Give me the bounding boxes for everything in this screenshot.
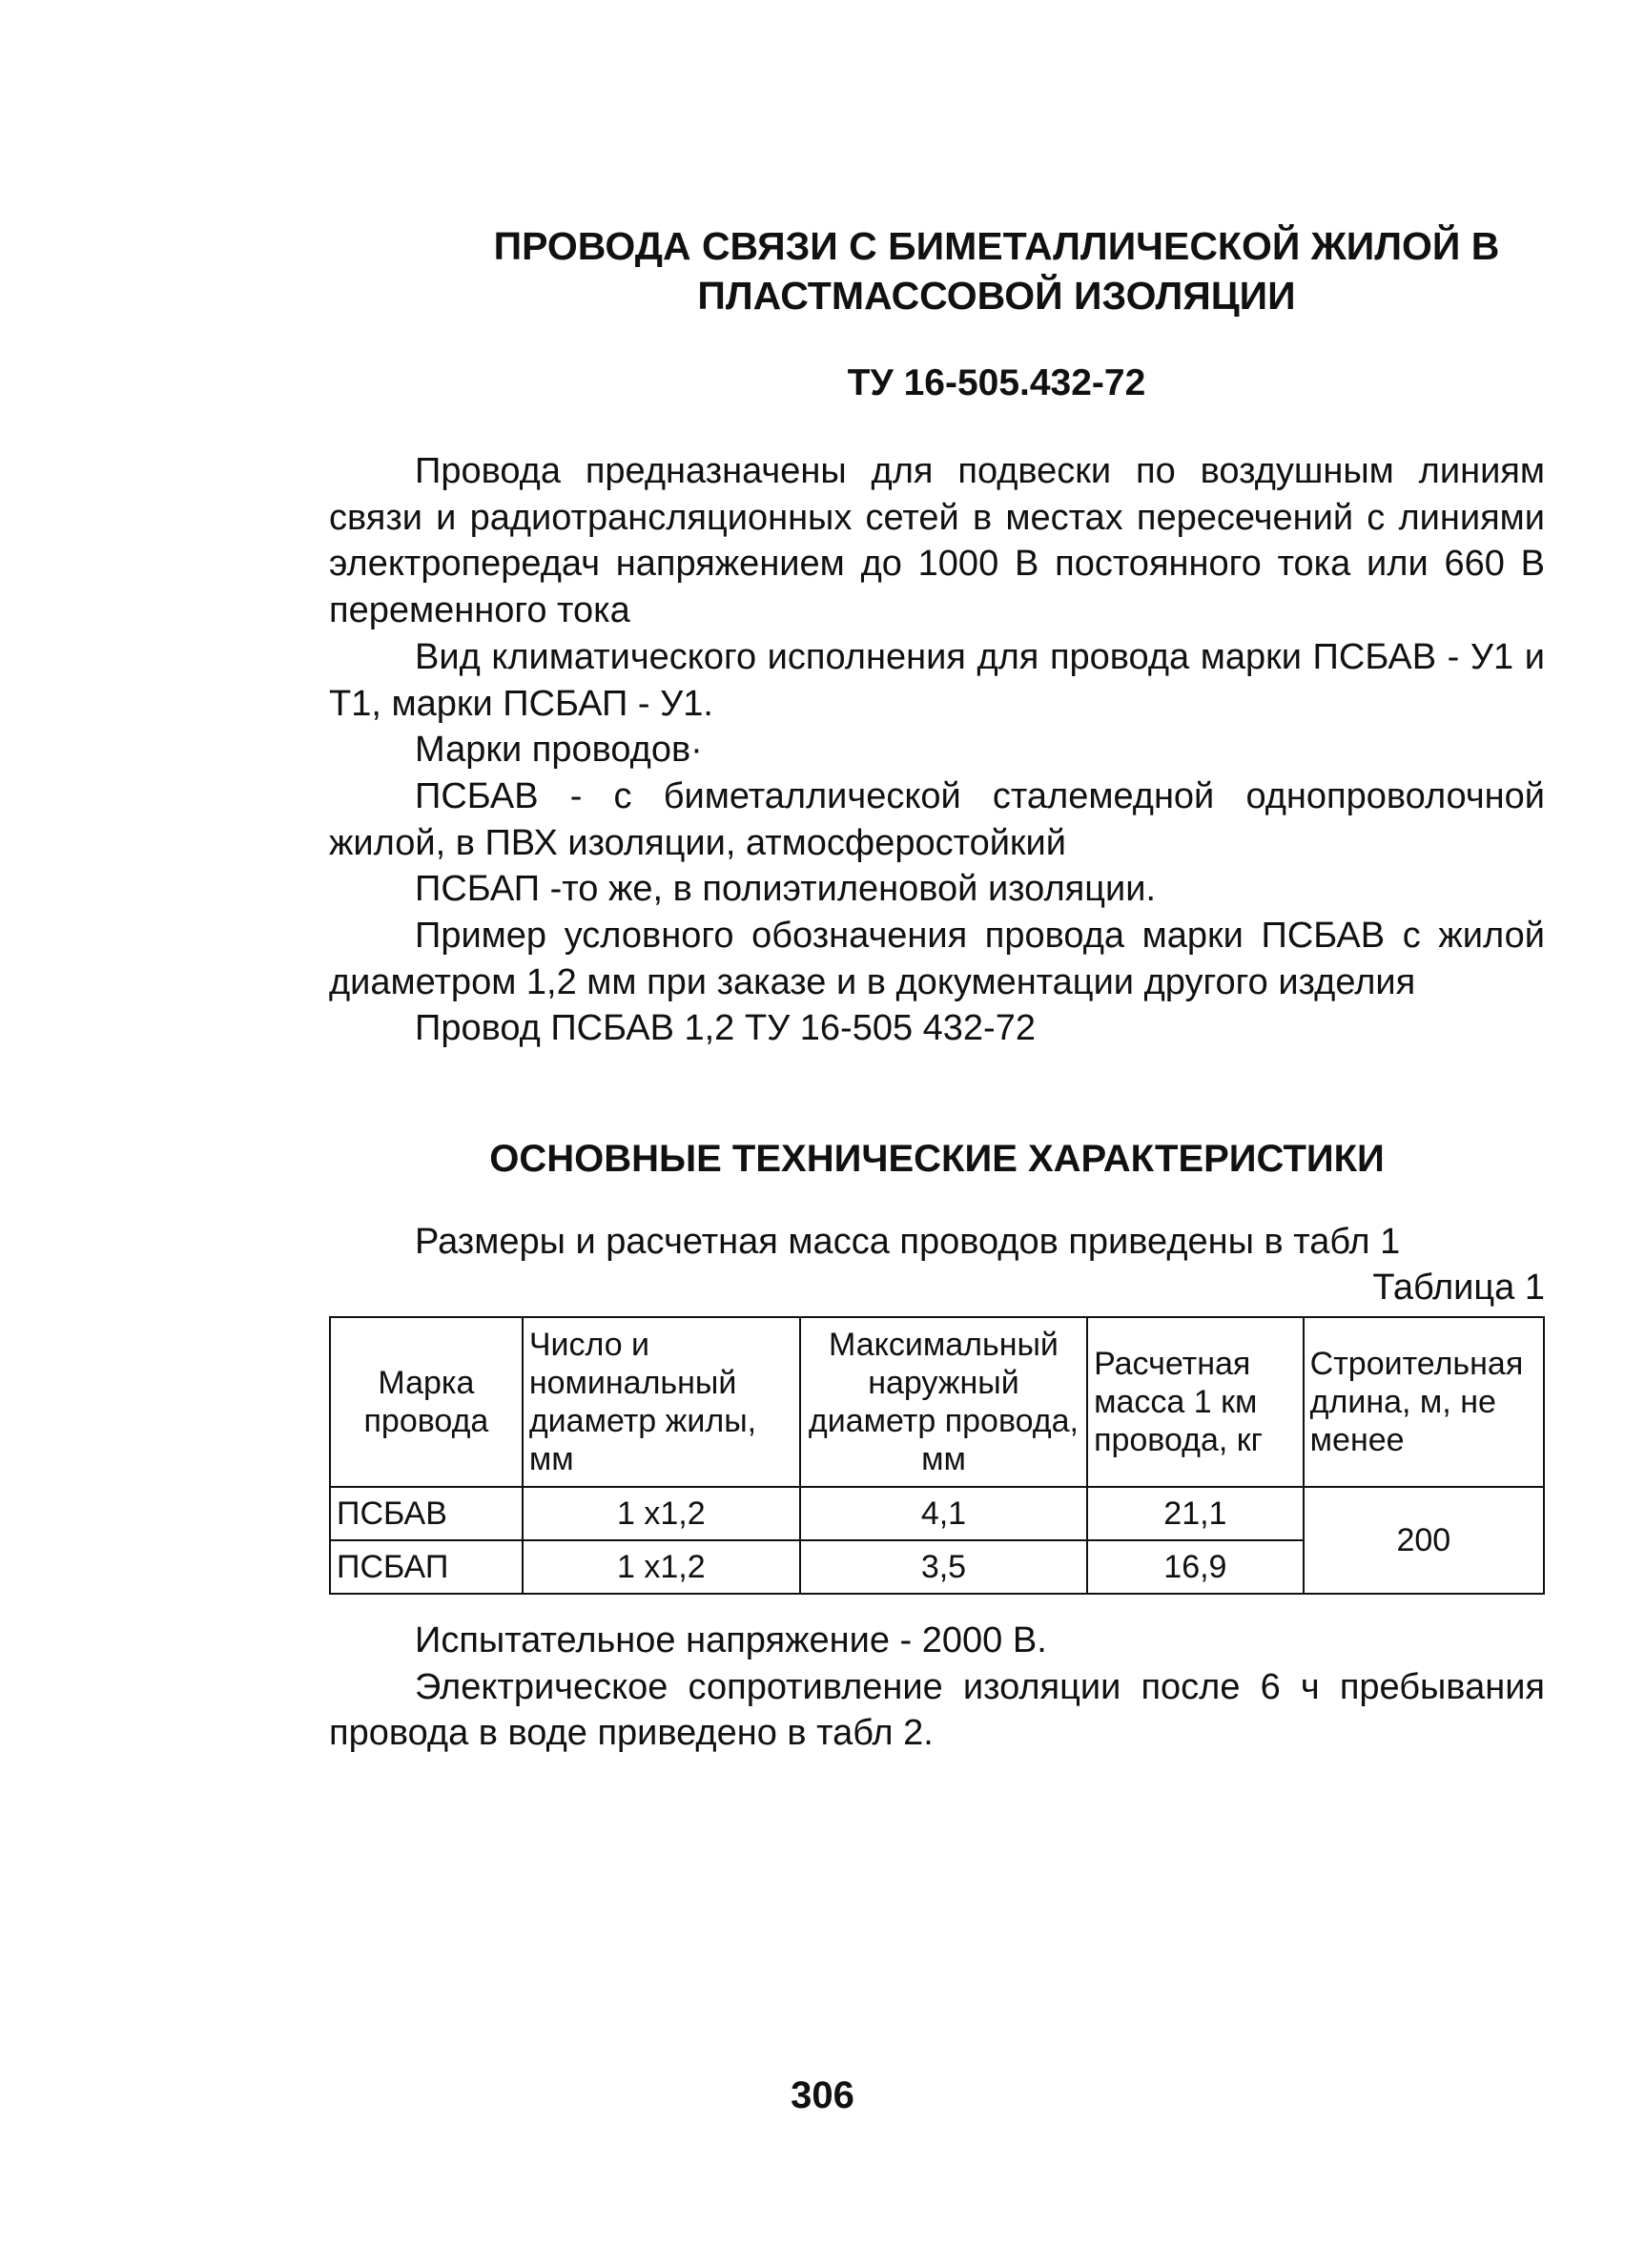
cell-core: 1 х1,2 — [523, 1487, 800, 1540]
table-intro — [329, 1219, 1545, 1265]
paragraph-psbap: ПСБАП -то же, в полиэтиленовой изоляции. — [415, 869, 1156, 910]
header-core: Число и номинальный диаметр жилы, мм — [523, 1317, 800, 1487]
cell-mark: ПСБАВ — [330, 1487, 523, 1540]
cell-diameter: 3,5 — [800, 1540, 1087, 1594]
cell-diameter: 4,1 — [800, 1487, 1087, 1540]
cell-mark: ПСБАП — [330, 1540, 523, 1594]
table-label: Таблица 1 — [1372, 1268, 1545, 1308]
document-title — [448, 221, 1545, 320]
paragraph-designation: Провод ПСБАВ 1,2 ТУ 16-505 432-72 — [415, 1008, 1036, 1049]
cell-mass: 16,9 — [1087, 1540, 1304, 1594]
header-diameter: Максимальный наружный диаметр провода, мм — [800, 1317, 1087, 1487]
title-line-1: ПРОВОДА СВЯЗИ С БИМЕТАЛЛИЧЕСКОЙ ЖИЛОЙ В — [493, 224, 1500, 268]
page-number: 306 — [791, 2074, 854, 2116]
after-table-text — [329, 1618, 1545, 1757]
cell-length-merged: 200 — [1304, 1487, 1544, 1594]
table-header-row — [330, 1317, 1544, 1487]
header-mark: Марка провода — [330, 1317, 523, 1487]
paragraph-climate: Вид климатического исполнения для провода марки ПСБАВ - У1 и Т1, марки ПСБАП - У1. — [329, 636, 1545, 724]
paragraph-brands-heading: Марки проводов· — [415, 730, 703, 771]
section-heading: ОСНОВНЫЕ ТЕХНИЧЕСКИЕ ХАРАКТЕРИСТИКИ — [489, 1138, 1385, 1180]
paragraph-purpose: Провода предназначены для подвески по воздушным линиям связи и радиотрансляционных сетей в местах пересечений с линиями электропередач напряжением до 1000 В постоянного тока или 660 В переменного тока — [329, 451, 1545, 631]
paragraph-test-voltage: Испытательное напряжение - 2000 В. — [415, 1620, 1047, 1660]
spec-table — [329, 1316, 1545, 1595]
spec-code: ТУ 16-505.432-72 — [847, 362, 1146, 403]
paragraph-example: Пример условного обозначения провода марки ПСБАВ с жилой диаметром 1,2 мм при заказе и в документации другого изделия — [329, 916, 1545, 1002]
table-row — [330, 1487, 1544, 1540]
header-length: Строительная длина, м, не менее — [1304, 1317, 1544, 1487]
title-line-2: ПЛАСТМАССОВОЙ ИЗОЛЯЦИИ — [697, 274, 1296, 318]
cell-core: 1 х1,2 — [523, 1540, 800, 1594]
cell-mass: 21,1 — [1087, 1487, 1304, 1540]
paragraph-psbav: ПСБАВ - с биметаллической сталемедной однопроволочной жилой, в ПВХ изоляции, атмосферостойкий — [329, 775, 1545, 863]
header-mass: Расчетная масса 1 км провода, кг — [1087, 1317, 1304, 1487]
body-text — [329, 448, 1545, 1052]
paragraph-resistance: Электрическое сопротивление изоляции после 6 ч пребывания провода в воде приведено в табл 2. — [329, 1666, 1545, 1754]
table-intro-text: Размеры и расчетная масса проводов приведены в табл 1 — [415, 1222, 1401, 1262]
